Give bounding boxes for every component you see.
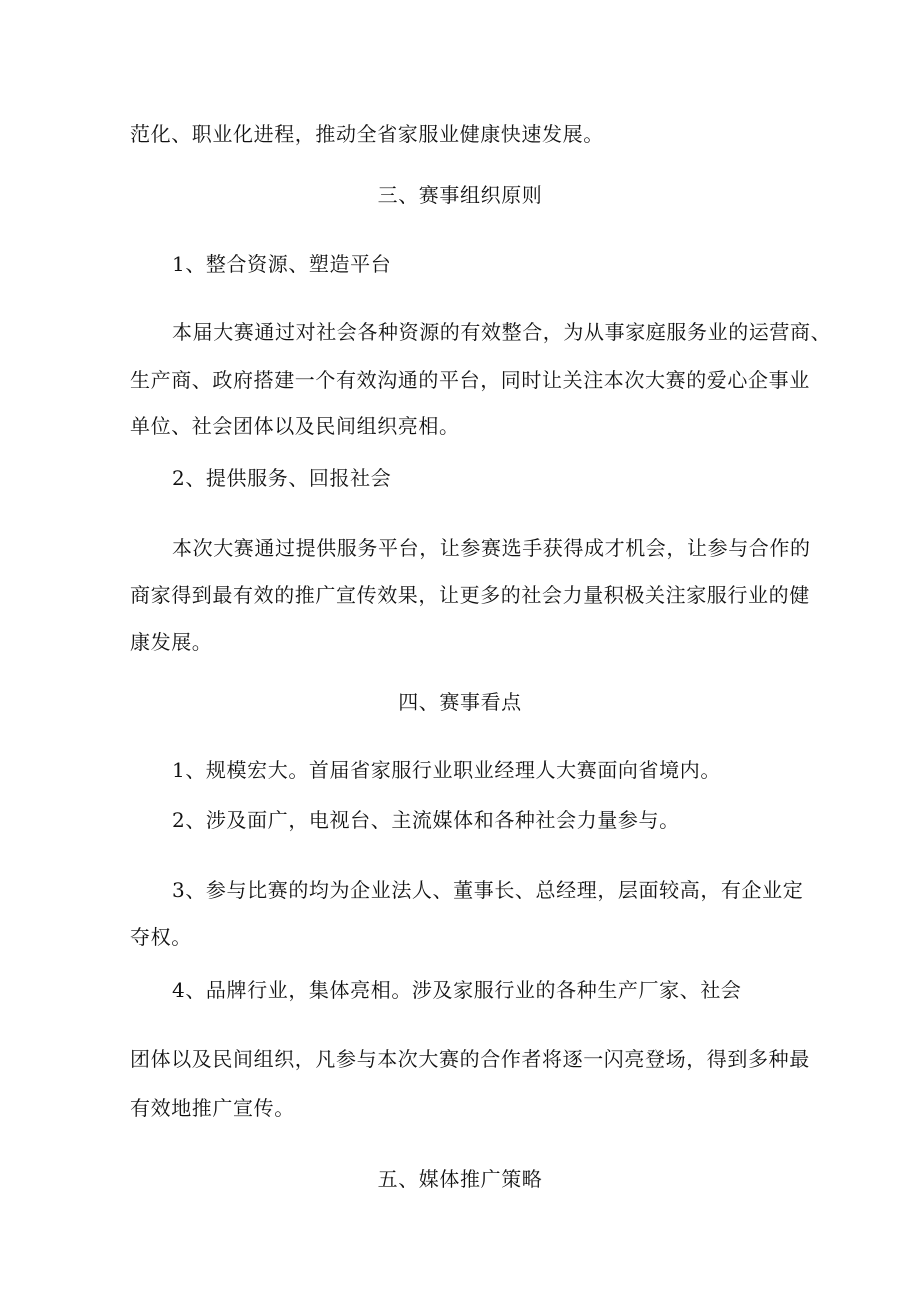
highlight-item-3-cont: 夺权。: [130, 925, 192, 949]
paragraph-line: 单位、社会团体以及民间组织亮相。: [130, 414, 460, 438]
subheading-provide-service: 2、提供服务、回报社会: [172, 466, 392, 490]
paragraph-line: 本次大赛通过提供服务平台，让参赛选手获得成才机会，让参与合作的: [172, 536, 811, 560]
paragraph-line: 生产商、政府搭建一个有效沟通的平台，同时让关注本次大赛的爱心企事业: [130, 368, 810, 392]
paragraph-continuation-line: 范化、职业化进程，推动全省家服业健康快速发展。: [130, 122, 604, 146]
paragraph-line: 有效地推广宣传。: [130, 1096, 295, 1120]
paragraph-line: 团体以及民间组织，凡参与本次大赛的合作者将逐一闪亮登场，得到多种最: [130, 1047, 810, 1071]
section-heading-five: 五、媒体推广策略: [377, 1167, 543, 1191]
highlight-item-2: 2、涉及面广，电视台、主流媒体和各种社会力量参与。: [172, 808, 680, 832]
section-heading-four: 四、赛事看点: [398, 690, 522, 714]
highlight-item-4: 4、品牌行业，集体亮相。涉及家服行业的各种生产厂家、社会: [172, 978, 742, 1002]
highlight-item-1: 1、规模宏大。首届省家服行业职业经理人大赛面向省境内。: [172, 758, 721, 782]
paragraph-line: 康发展。: [130, 630, 213, 654]
section-heading-three: 三、赛事组织原则: [377, 183, 543, 207]
paragraph-line: 本届大赛通过对社会各种资源的有效整合，为从事家庭服务业的运营商、: [172, 320, 832, 344]
highlight-item-3: 3、参与比赛的均为企业法人、董事长、总经理，层面较高，有企业定: [172, 878, 804, 902]
subheading-integrate-resources: 1、整合资源、塑造平台: [172, 252, 392, 276]
paragraph-line: 商家得到最有效的推广宣传效果，让更多的社会力量积极关注家服行业的健: [130, 583, 810, 607]
